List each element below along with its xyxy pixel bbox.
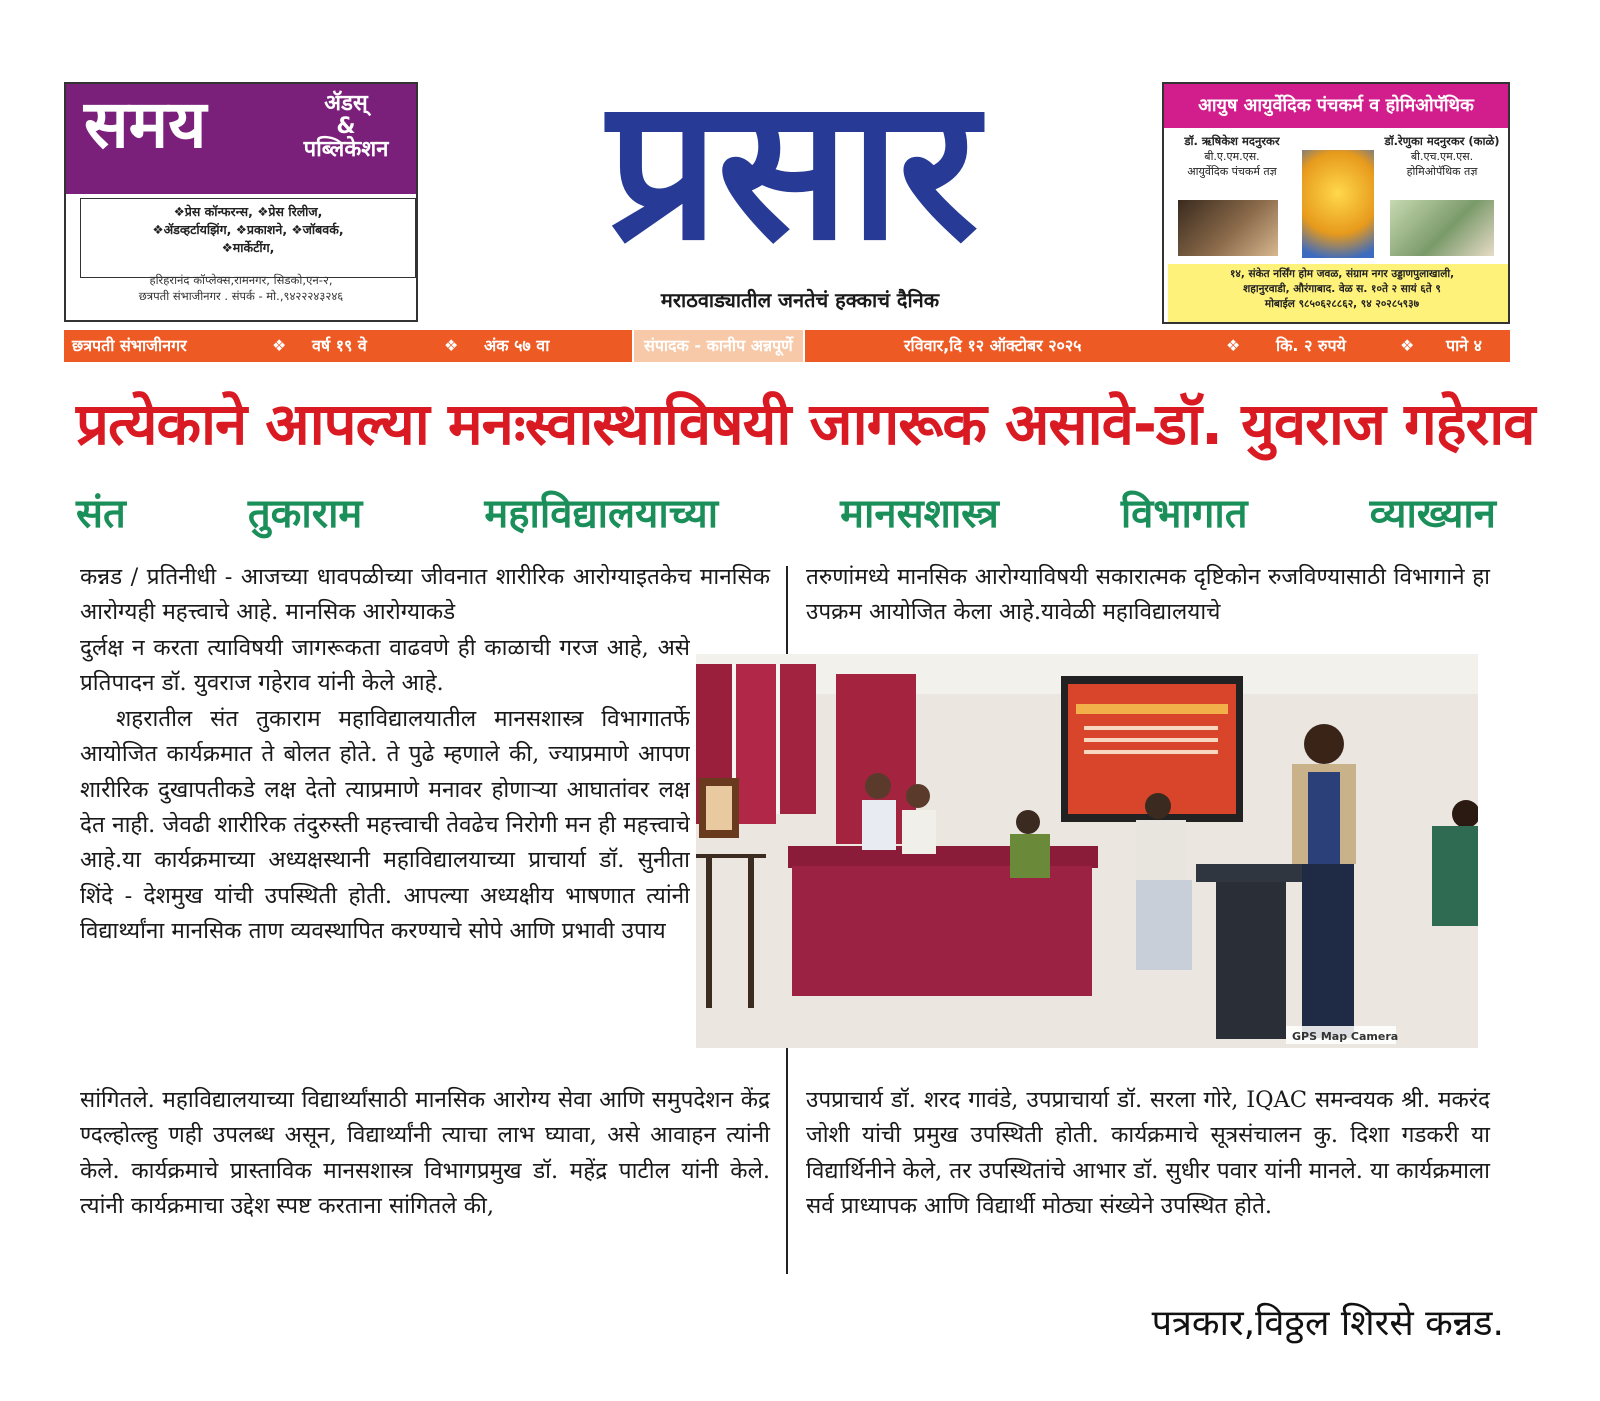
ad-right-doctor-1 — [1168, 134, 1296, 180]
strip-price: कि. २ रुपये — [1276, 336, 1346, 355]
ad-right-deity-image — [1302, 150, 1374, 258]
subhead-word: महाविद्यालयाच्या — [484, 491, 719, 537]
ad-right-doctor-2 — [1378, 134, 1506, 180]
article-paragraph: दुर्लक्ष न करता त्याविषयी जागरूकता वाढवणे ही काळाची गरज आहे, असे प्रतिपादन डॉ. युवराज गहेराव यांनी केले आहे. — [80, 635, 690, 697]
strip-separator: ❖ — [1226, 336, 1241, 355]
newspaper-logo: प्रसार — [607, 56, 977, 284]
article-right-column-bottom: उपप्राचार्य डॉ. शरद गावंडे, उपप्राचार्या डॉ. सरला गोरे, IQAC समन्वयक श्री. मकरंद जोशी यांची प्रमुख उपस्थिती होती. कार्यक्रमाचे सूत्रसंचालन कु. दिशा गडकरी या विद्यार्थिनीने केले, तर उपस्थितांचे आभार डॉ. सुधीर पवार यांनी मानले. या कार्यक्रमाला सर्व प्राध्यापक आणि विद्यार्थी मोठ्या संख्येने उपस्थित होते. — [806, 1087, 1490, 1220]
ad-left-address-line: हरिहरानंद कॉप्लेक्स,रामनगर, सिडको,एन-२, — [149, 273, 333, 287]
ad-right-doctor-2-specialty: होमिओपॅथिक तज्ञ — [1406, 164, 1478, 178]
ad-right-therapy-photo — [1390, 200, 1494, 256]
ad-right-footer — [1168, 264, 1510, 324]
ad-right-footer-line: १४, संकेत नर्सिंग होम जवळ, संग्राम नगर उड्डाणपुलाखाली, — [1229, 268, 1455, 280]
column-divider — [786, 1048, 788, 1274]
ad-right-footer-line: शहानुरवाडी, औरंगाबाद. वेळ स. १०ते २ सायं ६ते ९ — [1243, 283, 1441, 296]
strip-issue: अंक ५७ वा — [484, 336, 550, 355]
reporter-byline: पत्रकार,विठ्ठल शिरसे कन्नड. — [1151, 1303, 1504, 1344]
article-subheadline — [76, 484, 1496, 544]
ad-samay-publication — [64, 82, 418, 322]
ad-right-treatment-photo — [1178, 200, 1278, 256]
article-left-column-top: कन्नड / प्रतिनीधी - आजच्या धावपळीच्या जीवनात शारीरिक आरोग्याइतकेच मानसिक आरोग्यही महत्त्वाचे आहे. मानसिक आरोग्याकडे — [80, 564, 770, 626]
article-right-column-top: तरुणांमध्ये मानसिक आरोग्याविषयी सकारात्मक दृष्टिकोन रुजविण्यासाठी विभागाने हा उपक्रम आयोजित केला आहे.यावेळी महाविद्यालयाचे — [806, 564, 1490, 626]
strip-pages: पाने ४ — [1446, 336, 1483, 355]
ad-right-doctor-2-name: डॉ.रेणुका मदनुरकर (काळे) — [1384, 134, 1500, 148]
ad-left-brand-sub-3: पब्लिकेशन — [303, 137, 389, 163]
ad-right-doctor-1-specialty: आयुर्वेदिक पंचकर्म तज्ञ — [1187, 164, 1277, 178]
ad-left-services-line: ❖ॲडव्हर्टायझिंग, ❖प्रकाशने, ❖जॉबवर्क, — [152, 222, 344, 238]
ad-left-brand: समय — [84, 86, 207, 163]
ad-right-title: आयुष आयुर्वेदिक पंचकर्म व होमिओपॅथिक — [1164, 84, 1508, 128]
issue-info-strip — [64, 330, 1510, 362]
ad-left-address — [72, 272, 410, 304]
article-headline: प्रत्येकाने आपल्या मनःस्वास्थाविषयी जागरूक असावे-डॉ. युवराज गहेराव — [76, 390, 1535, 458]
event-photo — [696, 654, 1478, 1048]
ad-left-services-line: ❖प्रेस कॉन्फरन्स, ❖प्रेस रिलीज, — [173, 204, 323, 219]
subhead-word: संत — [76, 491, 126, 537]
article-left-column-middle — [80, 631, 690, 1077]
event-photo-illustration — [696, 654, 1478, 1048]
subhead-word: व्याख्यान — [1369, 491, 1496, 537]
ad-ayush-clinic — [1162, 82, 1510, 324]
strip-date: रविवार,दि १२ ऑक्टोबर २०२५ — [904, 336, 1082, 355]
ad-left-brand-sub-2: & — [336, 114, 356, 140]
subhead-word: विभागात — [1120, 491, 1248, 537]
ad-left-brand-sub — [278, 92, 414, 161]
ad-right-doctor-1-degree: बी.ए.एम.एस. — [1204, 149, 1260, 163]
ad-left-brand-sub-1: ॲडस् — [324, 91, 368, 116]
strip-separator: ❖ — [444, 336, 459, 355]
ad-right-doctor-1-name: डॉ. ऋषिकेश मदनुरकर — [1184, 134, 1280, 148]
strip-city: छत्रपती संभाजीनगर — [72, 336, 187, 355]
subhead-word: मानसशास्त्र — [840, 491, 999, 537]
strip-editor: संपादक - कानीप अन्नपूर्णे — [632, 330, 805, 362]
ad-left-services — [80, 198, 416, 278]
article-left-column-bottom: सांगितले. महाविद्यालयाच्या विद्यार्थ्यांसाठी मानसिक आरोग्य सेवा आणि समुपदेशन केंद्र ण्दल्होत्ल्हु णही उपलब्ध असून, विद्यार्थ्यांनी त्याचा लाभ घ्यावा, असे आवाहन त्यांनी केले. कार्यक्रमाचे प्रास्ताविक मानसशास्त्र विभागप्रमुख डॉ. महेंद्र पाटील यांनी केले. त्यांनी कार्यक्रमाचा उद्देश स्पष्ट करताना सांगितले की, — [80, 1087, 770, 1220]
strip-year: वर्ष १९ वे — [312, 336, 367, 355]
article-paragraph: शहरातील संत तुकाराम महाविद्यालयातील मानसशास्त्र विभागातर्फे आयोजित कार्यक्रमात ते बोलत होते. ते पुढे म्हणाले की, ज्याप्रमाणे आपण शारीरिक दुखापतीकडे लक्ष देतो त्याप्रमाणे मनावर होणाऱ्या आघातांवर लक्ष देत नाही. जेवढी शारीरिक तंदुरुस्ती महत्त्वाची तेवढेच निरोगी मन ही महत्त्वाचे आहे.या कार्यक्रमाच्या अध्यक्षस्थानी महाविद्यालयाच्या प्राचार्या डॉ. सुनीता शिंदे - देशमुख यांची उपस्थिती होती. आपल्या अध्यक्षीय भाषणात त्यांनी विद्यार्थ्यांना मानसिक ताण व्यवस्थापित करण्याचे सोपे आणि प्रभावी उपाय — [80, 705, 690, 945]
ad-left-services-line: ❖मार्केटींग, — [221, 240, 275, 256]
strip-separator: ❖ — [1400, 336, 1415, 355]
ad-right-footer-line: मोबाईल ९८५०६२८८६२, ९४ २०२८५९३७ — [1264, 298, 1420, 311]
newspaper-tagline: मराठवाड्यातील जनतेचं हक्काचं दैनिक — [660, 288, 940, 312]
ad-right-doctor-2-degree: बी.एच.एम.एस. — [1410, 149, 1474, 163]
strip-separator: ❖ — [272, 336, 287, 355]
subhead-word: तुकाराम — [247, 491, 363, 537]
column-divider — [786, 566, 788, 654]
photo-watermark: GPS Map Camera — [1292, 1030, 1399, 1043]
ad-left-address-line: छत्रपती संभाजीनगर . संपर्क - मो.,९४२२२४३२४६ — [138, 289, 344, 304]
